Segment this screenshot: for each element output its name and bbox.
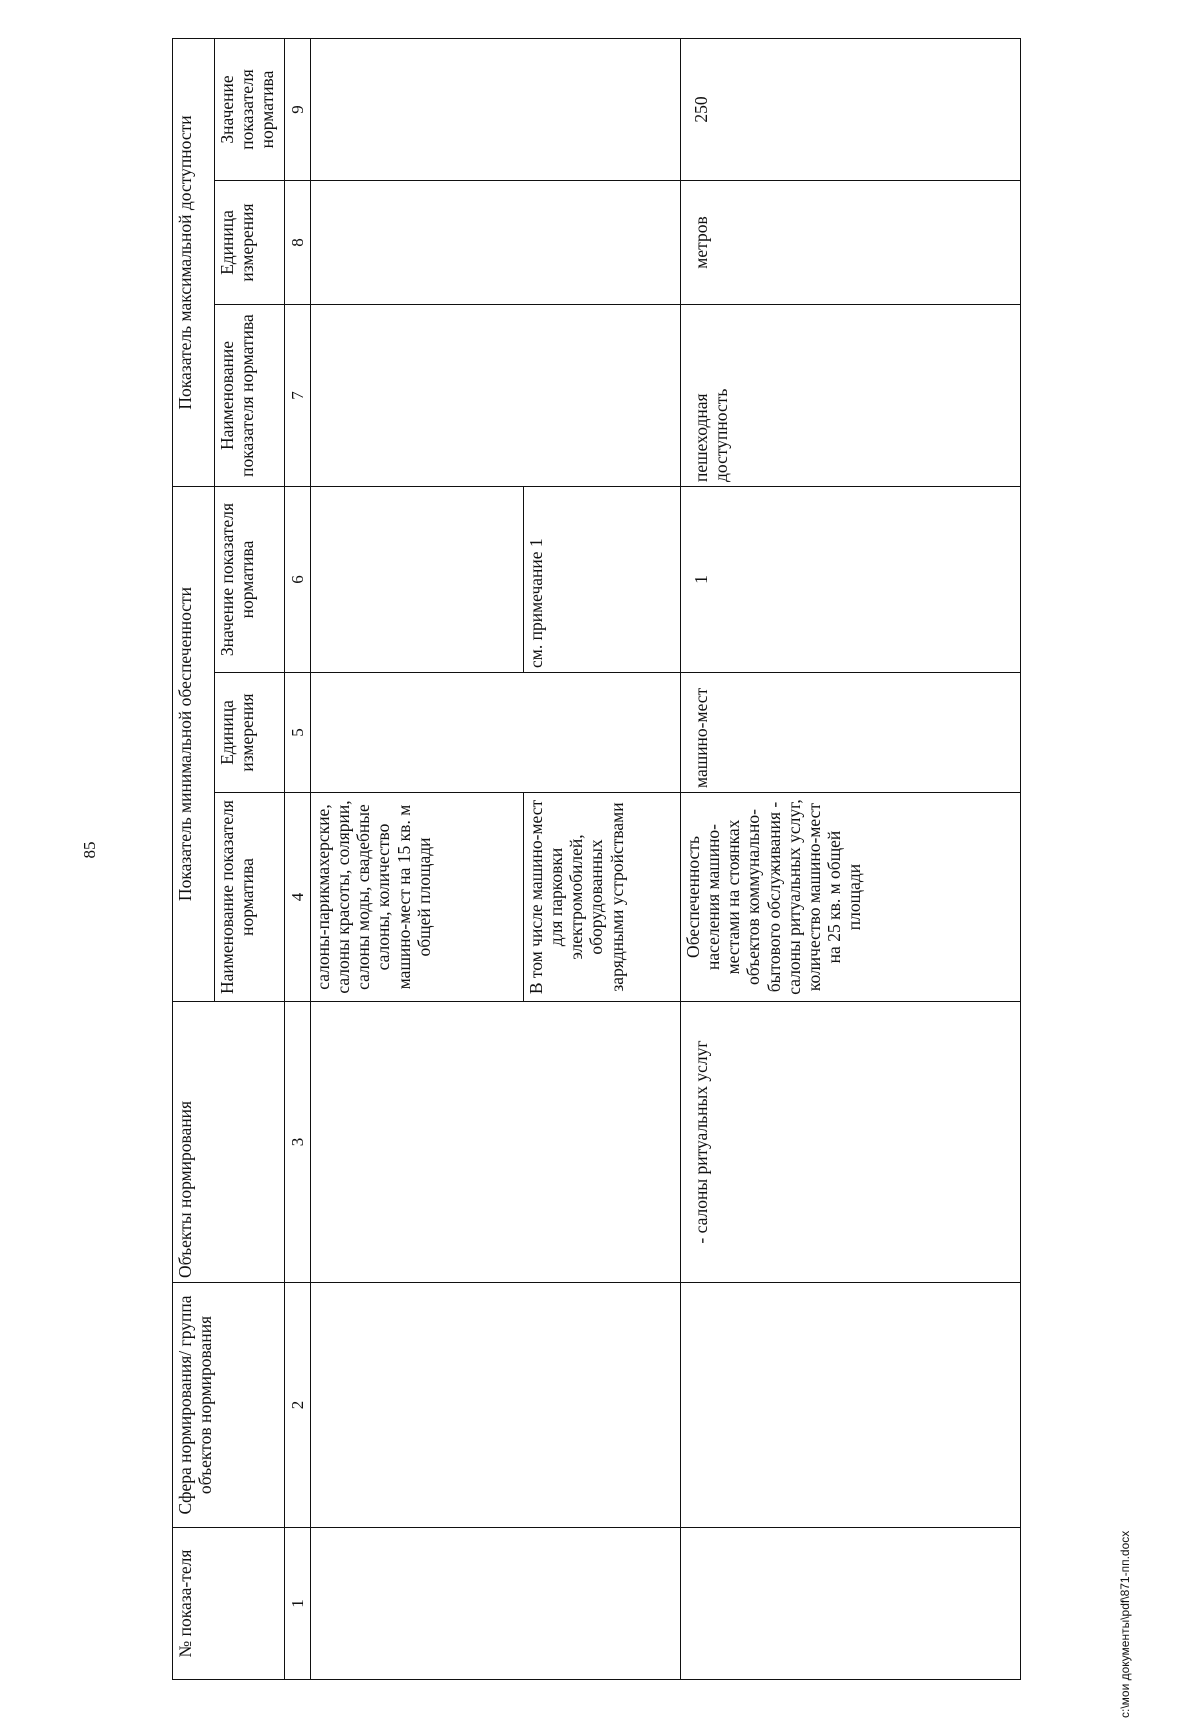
row1-sphere-cell: [311, 1283, 681, 1528]
row1-number-cell: [311, 1528, 681, 1680]
row3-max-indicator-name: пешеходная доступность: [681, 305, 1021, 487]
column-number-row: [285, 38, 311, 1679]
table-row: [311, 38, 524, 1679]
row1-min-value-cell: [311, 487, 524, 673]
header-max-accessibility: Показатель максимальной доступности: [173, 38, 215, 486]
header-min-unit: Единица измерения: [215, 673, 285, 793]
row3-number-cell: [681, 1528, 1021, 1680]
header-indicator-number: № показа-теля: [173, 1528, 285, 1680]
row3-min-value: 1: [681, 487, 1021, 673]
header-max-indicator-name: Наименование показателя норматива: [215, 305, 285, 487]
column-number: 8: [285, 181, 311, 305]
row2-min-value: см. примечание 1: [524, 487, 681, 673]
rotated-table-container: [172, 39, 1021, 1680]
row3-object: - салоны ритуальных услуг: [681, 1002, 1021, 1283]
row3-min-unit: машино-мест: [681, 673, 1021, 793]
header-max-unit: Единица измерения: [215, 181, 285, 305]
column-number: 3: [285, 1002, 311, 1283]
row2-indicator-name: В том числе машино-мест для парковки электромобилей, оборудованных зарядными устройствами: [524, 793, 681, 1002]
normatives-table: [172, 38, 1021, 1680]
row1-max-value-cell: [311, 38, 681, 180]
column-number: 4: [285, 793, 311, 1002]
column-number: 7: [285, 305, 311, 487]
header-objects: Объекты нормирования: [173, 1002, 285, 1283]
row3-sphere-cell: [681, 1283, 1021, 1528]
header-min-provision: Показатель минимальной обеспеченности: [173, 487, 215, 1002]
row1-min-unit-cell: [311, 673, 681, 793]
column-number: 1: [285, 1528, 311, 1680]
row3-max-value: 250: [681, 38, 1021, 180]
row3-max-unit: метров: [681, 181, 1021, 305]
page-number: 85: [80, 841, 99, 859]
header-min-value: Значение показателя норматива: [215, 487, 285, 673]
row1-object-cell: [311, 1002, 681, 1283]
row1-indicator-name: салоны-парикмахерские, салоны красоты, солярии, салоны моды, свадебные салоны, количество машино-мест на 15 кв. м общей площади: [311, 793, 524, 1002]
table-row: [681, 38, 1021, 1679]
row3-indicator-name: Обеспеченность населения машино-местами на стоянках объектов коммунально-бытового обслуживания - салоны ритуальных услуг, количество машино-мест на 25 кв. м общей площади: [681, 793, 1021, 1002]
column-number: 2: [285, 1283, 311, 1528]
header-sphere: Сфера нормирования/ группа объектов нормирования: [173, 1283, 285, 1528]
column-number: 9: [285, 38, 311, 180]
header-min-indicator-name: Наименование показателя норматива: [215, 793, 285, 1002]
column-number: 6: [285, 487, 311, 673]
header-max-value: Значение показателя норматива: [215, 38, 285, 180]
row1-max-name-cell: [311, 305, 681, 487]
footer-file-path: c:\мои документы\pdf\871-пп.docx: [1118, 1530, 1132, 1718]
column-number: 5: [285, 673, 311, 793]
row1-max-unit-cell: [311, 181, 681, 305]
